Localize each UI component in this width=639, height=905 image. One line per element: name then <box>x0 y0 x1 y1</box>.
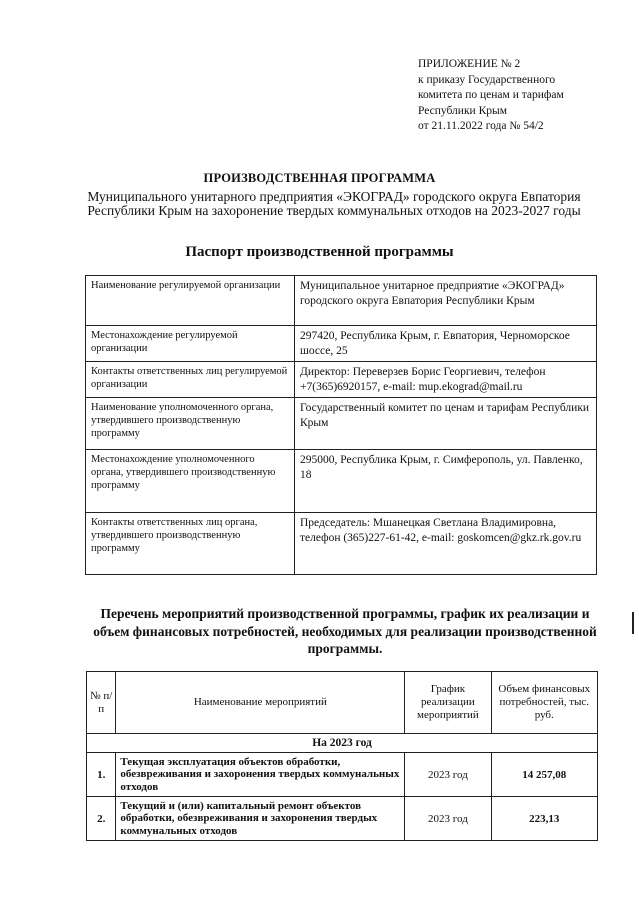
activity-row <box>87 753 598 797</box>
appendix-block <box>418 57 633 135</box>
document-title: ПРОИЗВОДСТВЕННАЯ ПРОГРАММА <box>203 171 436 185</box>
passport-value: Председатель: Мшанецкая Светлана Владимировна, телефон (365)227-61-42, e-mail: goskomcen@gkz.rk.gov.ru <box>295 513 597 575</box>
activity-name: Текущий и (или) капитальный ремонт объектов обработки, обезвреживания и захоронения твердых коммунальных отходов <box>116 797 405 841</box>
passport-table <box>85 275 597 575</box>
passport-row <box>86 398 597 450</box>
appendix-line: ПРИЛОЖЕНИЕ № 2 <box>418 58 521 70</box>
scan-mark <box>632 612 634 634</box>
activity-schedule: 2023 год <box>405 797 491 841</box>
passport-row <box>86 326 597 362</box>
appendix-line: к приказу Государственного <box>418 73 556 86</box>
passport-row <box>86 450 597 513</box>
passport-label: Наименование уполномоченного органа, утвердившего производственную программу <box>86 398 295 450</box>
passport-value: 297420, Республика Крым, г. Евпатория, Черноморское шоссе, 25 <box>295 326 597 362</box>
header-num: № п/п <box>87 672 116 734</box>
appendix-line: Республики Крым <box>418 104 507 117</box>
passport-label: Контакты ответственных лиц регулируемой организации <box>86 362 295 398</box>
header-schedule: График реализации мероприятий <box>405 672 491 734</box>
activity-schedule: 2023 год <box>405 753 491 797</box>
activity-finance: 223,13 <box>491 797 597 841</box>
passport-label: Местонахождение регулируемой организации <box>86 326 295 362</box>
appendix-line: от 21.11.2022 года № 54/2 <box>418 120 544 133</box>
passport-value: 295000, Республика Крым, г. Симферополь, ул. Павленко, 18 <box>295 450 597 513</box>
passport-label: Контакты ответственных лиц органа, утвердившего производственную программу <box>86 513 295 575</box>
header-name: Наименование мероприятий <box>116 672 405 734</box>
passport-value: Муниципальное унитарное предприятие «ЭКОГРАД» городского округа Евпатория Республики Крым <box>295 276 597 326</box>
document-subtitle: Муниципального унитарного предприятия «ЭКОГРАД» городского округа Евпатория Республики Крым на захоронение твердых коммунальных отходов на 2023-2027 годы <box>87 189 581 218</box>
passport-title: Паспорт производственной программы <box>185 244 454 260</box>
header-finance: Объем финансовых потребностей, тыс. руб. <box>491 672 597 734</box>
passport-label: Наименование регулируемой организации <box>86 276 295 326</box>
passport-row <box>86 513 597 575</box>
activity-row <box>87 797 598 841</box>
activities-table <box>86 671 598 841</box>
activity-finance: 14 257,08 <box>491 753 597 797</box>
activity-num: 1. <box>87 753 116 797</box>
passport-row <box>86 276 597 326</box>
year-label: На 2023 год <box>87 734 598 753</box>
passport-value: Государственный комитет по ценам и тарифам Республики Крым <box>295 398 597 450</box>
year-row <box>87 734 598 753</box>
appendix-line: комитета по ценам и тарифам <box>418 89 564 102</box>
activities-header-row <box>87 672 598 734</box>
activities-title: Перечень мероприятий производственной программы, график их реализации и объем финансовых потребностей, необходимых для реализации производственной программы. <box>93 606 597 656</box>
passport-label: Местонахождение уполномоченного органа, утвердившего производственную программу <box>86 450 295 513</box>
activity-num: 2. <box>87 797 116 841</box>
passport-row <box>86 362 597 398</box>
passport-value: Директор: Переверзев Борис Георгиевич, телефон +7(365)6920157, e-mail: mup.ekograd@mail.ru <box>295 362 597 398</box>
activity-name: Текущая эксплуатация объектов обработки, обезвреживания и захоронения твердых коммунальных отходов <box>116 753 405 797</box>
